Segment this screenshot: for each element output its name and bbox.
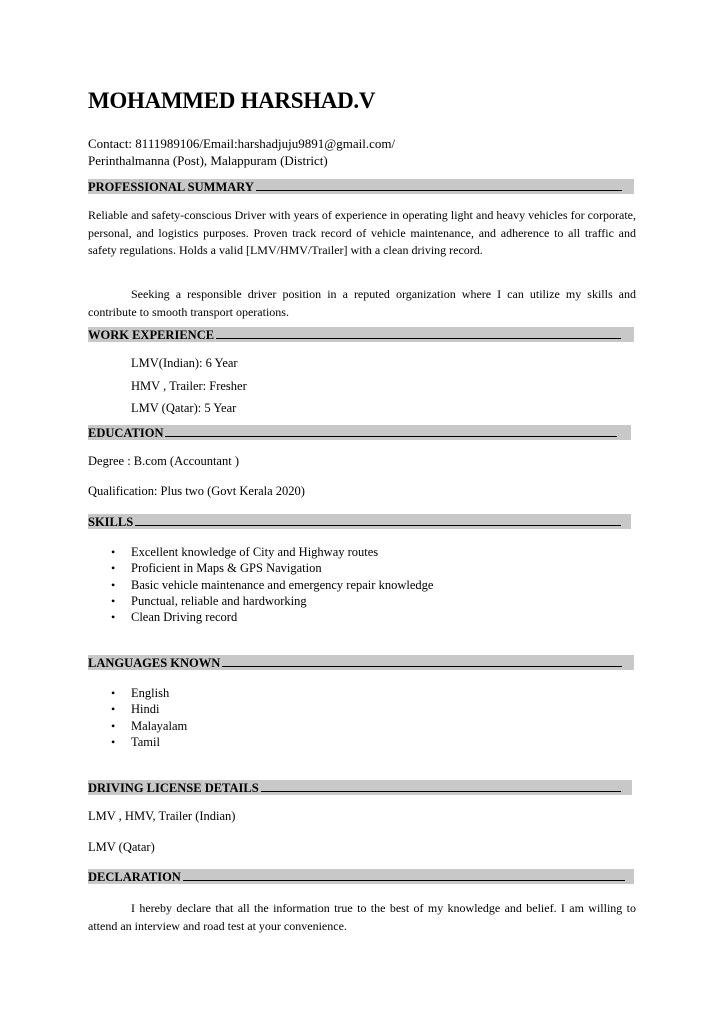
bullet-icon: •: [111, 561, 116, 576]
license-indian: LMV , HMV, Trailer (Indian): [88, 809, 236, 823]
heading-underline: [222, 655, 622, 667]
list-item: [88, 593, 433, 609]
bullet-icon: •: [111, 545, 116, 559]
section-title: DRIVING LICENSE DETAILS: [88, 781, 259, 795]
section-title: PROFESSIONAL SUMMARY: [88, 180, 254, 194]
objective-paragraph: Seeking a responsible driver position in a reputed organization where I can utilize my skills and contribute to smooth transport operations.: [88, 287, 636, 319]
section-heading-summary: [88, 179, 634, 194]
heading-underline: [135, 514, 621, 526]
list-item: [88, 560, 433, 576]
section-heading-skills: [88, 514, 631, 529]
language-text: Hindi: [131, 702, 160, 717]
list-item: [88, 701, 187, 717]
list-item: [88, 734, 187, 750]
languages-list: [88, 685, 187, 750]
section-title: LANGUAGES KNOWN: [88, 656, 221, 670]
experience-item: HMV , Trailer: Fresher: [131, 379, 247, 393]
bullet-icon: •: [111, 734, 116, 749]
skill-text: Clean Driving record: [131, 610, 238, 625]
heading-underline: [165, 425, 617, 437]
section-heading-education: [88, 425, 631, 440]
bullet-icon: •: [111, 686, 116, 700]
experience-item: LMV(Indian): 6 Year: [131, 356, 238, 370]
education-qualification: Qualification: Plus two (Govt Kerala 2020): [88, 484, 305, 498]
language-text: Malayalam: [131, 718, 188, 733]
list-item: [88, 544, 433, 560]
bullet-icon: •: [111, 577, 116, 592]
heading-underline: [183, 869, 625, 881]
section-heading-experience: [88, 327, 634, 342]
section-heading-declaration: [88, 869, 634, 884]
bullet-icon: •: [111, 610, 116, 625]
contact-line: Contact: 8111989106/Email:harshadjuju9891@gmail.com/: [88, 136, 396, 151]
bullet-icon: •: [111, 593, 116, 608]
experience-item: LMV (Qatar): 5 Year: [131, 401, 237, 415]
bullet-icon: •: [111, 718, 116, 733]
section-title: WORK EXPERIENCE: [88, 328, 215, 342]
education-degree: Degree : B.com (Accountant ): [88, 454, 239, 468]
license-qatar: LMV (Qatar): [88, 840, 155, 854]
language-text: Tamil: [131, 734, 160, 749]
skills-list: [88, 544, 433, 625]
skill-text: Proficient in Maps & GPS Navigation: [131, 561, 322, 576]
skill-text: Basic vehicle maintenance and emergency repair knowledge: [131, 577, 434, 592]
heading-underline: [261, 780, 621, 792]
bullet-icon: •: [111, 702, 116, 717]
section-heading-license: [88, 780, 632, 795]
candidate-name: MOHAMMED HARSHAD.V: [88, 88, 376, 113]
skill-text: Excellent knowledge of City and Highway routes: [131, 545, 379, 559]
list-item: [88, 609, 433, 625]
list-item: [88, 577, 433, 593]
heading-underline: [216, 327, 621, 339]
summary-paragraph: Reliable and safety-conscious Driver with years of experience in operating light and heavy vehicles for corporate, personal, and logistics purposes. Proven track record of vehicle maintenance, and adherence to all traffic and safety regulations. Holds a valid [LMV/HMV/Trailer] with a clean driving record.: [88, 208, 636, 257]
contact-block: [88, 135, 395, 169]
address-line: Perinthalmanna (Post), Malappuram (District): [88, 153, 328, 168]
language-text: English: [131, 686, 170, 700]
declaration-paragraph: I hereby declare that all the information true to the best of my knowledge and belief. I am willing to attend an interview and road test at your convenience.: [88, 901, 636, 933]
section-title: DECLARATION: [88, 870, 181, 884]
section-title: SKILLS: [88, 515, 134, 529]
section-title: EDUCATION: [88, 426, 164, 440]
skill-text: Punctual, reliable and hardworking: [131, 593, 307, 608]
section-heading-languages: [88, 655, 634, 670]
heading-underline: [256, 179, 622, 191]
list-item: [88, 718, 187, 734]
list-item: [88, 685, 187, 701]
